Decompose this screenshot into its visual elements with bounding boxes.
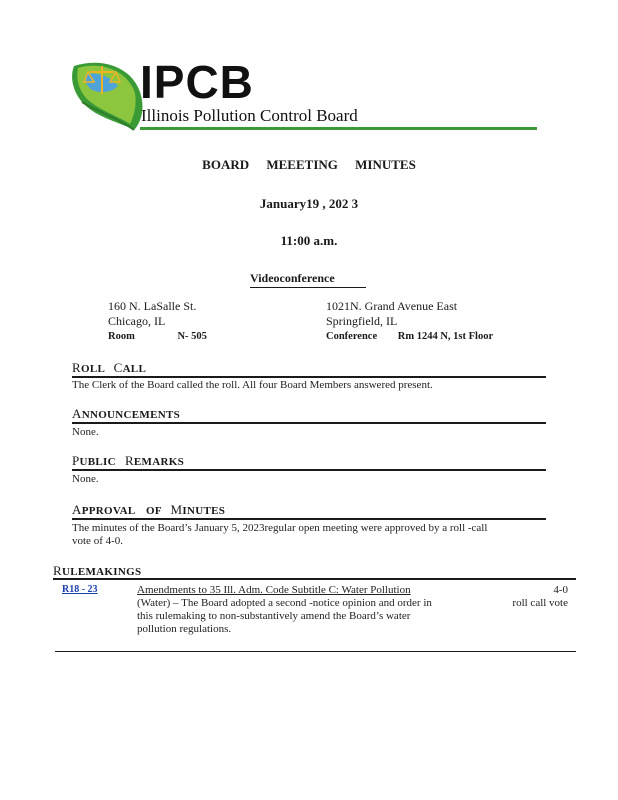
heading-initial: R xyxy=(72,360,81,375)
heading-initial: R xyxy=(124,453,134,468)
heading-initial: M xyxy=(170,502,183,517)
meeting-title: BOARD MEEETING MINUTES xyxy=(202,157,416,172)
rulemaking-vote xyxy=(500,584,568,610)
vote-count: 4-0 xyxy=(553,584,568,596)
section-heading-approval-of-minutes xyxy=(72,502,225,518)
rulemaking-docket-link[interactable]: R18 - 23 xyxy=(62,584,98,595)
heading-word: ALL xyxy=(122,363,147,375)
rulemaking-line: this rulemaking to non-substantively amend the Board’s water xyxy=(137,610,411,622)
heading-word: NNOUNCEMENTS xyxy=(81,409,181,421)
header-rule xyxy=(140,127,537,130)
section-heading-announcements xyxy=(72,406,180,422)
section-heading-public-remarks xyxy=(72,453,184,469)
location-springfield xyxy=(326,299,493,344)
location-street: 160 N. LaSalle St. xyxy=(108,299,197,313)
heading-word: UBLIC xyxy=(79,456,116,468)
room-number: N- 505 xyxy=(177,331,207,342)
section-rule xyxy=(53,578,576,580)
room-label: Room xyxy=(108,331,135,342)
bottom-rule xyxy=(55,651,576,652)
room-number: Rm 1244 N, 1st Floor xyxy=(397,331,494,342)
announcements-text: None. xyxy=(72,426,99,438)
org-short-name: IPCB xyxy=(140,56,254,108)
heading-initial: P xyxy=(72,453,80,468)
heading-word: PPROVAL xyxy=(81,505,135,517)
heading-word: EMARKS xyxy=(133,456,185,468)
section-heading-roll-call xyxy=(72,360,146,376)
meeting-format: Videoconference xyxy=(250,271,366,288)
location-room xyxy=(326,329,493,344)
roll-call-text: The Clerk of the Board called the roll. All four Board Members answered present. xyxy=(72,379,433,391)
meeting-time: 11:00 a.m. xyxy=(280,233,338,248)
section-rule xyxy=(72,469,546,471)
location-city: Chicago, IL xyxy=(108,314,166,328)
section-rule xyxy=(72,376,546,378)
approval-line: The minutes of the Board’s January 5, 2023regular open meeting were approved by a roll -call xyxy=(72,522,488,534)
heading-initial: A xyxy=(72,502,82,517)
approval-line: vote of 4-0. xyxy=(72,535,124,547)
approval-text xyxy=(72,522,542,548)
org-full-name: Illinois Pollution Control Board xyxy=(141,106,358,125)
section-heading-rulemakings xyxy=(53,563,141,579)
rulemaking-description xyxy=(137,584,462,636)
public-remarks-text: None. xyxy=(72,473,99,485)
section-rule xyxy=(72,518,546,520)
heading-word: INUTES xyxy=(182,505,226,517)
rulemaking-line: pollution regulations. xyxy=(137,623,232,635)
ipcb-logo-icon xyxy=(68,52,148,132)
rulemaking-line: (Water) – The Board adopted a second -notice opinion and order in xyxy=(137,597,432,609)
heading-word: OF xyxy=(146,505,162,517)
heading-word: ULEMAKINGS xyxy=(61,566,142,578)
meeting-date: January19 , 202 3 xyxy=(259,196,359,211)
location-street: 1021N. Grand Avenue East xyxy=(326,299,458,313)
vote-label: roll call vote xyxy=(512,597,568,609)
heading-word: OLL xyxy=(80,363,105,375)
location-chicago xyxy=(108,299,207,344)
room-label: Conference xyxy=(326,331,378,342)
location-room xyxy=(108,329,207,344)
rulemaking-line: Amendments to 35 Ill. Adm. Code Subtitle C: Water Pollution xyxy=(137,584,411,596)
heading-initial: R xyxy=(53,563,62,578)
heading-initial: A xyxy=(72,406,82,421)
section-rule xyxy=(72,422,546,424)
location-city: Springfield, IL xyxy=(326,314,398,328)
heading-initial: C xyxy=(113,360,123,375)
